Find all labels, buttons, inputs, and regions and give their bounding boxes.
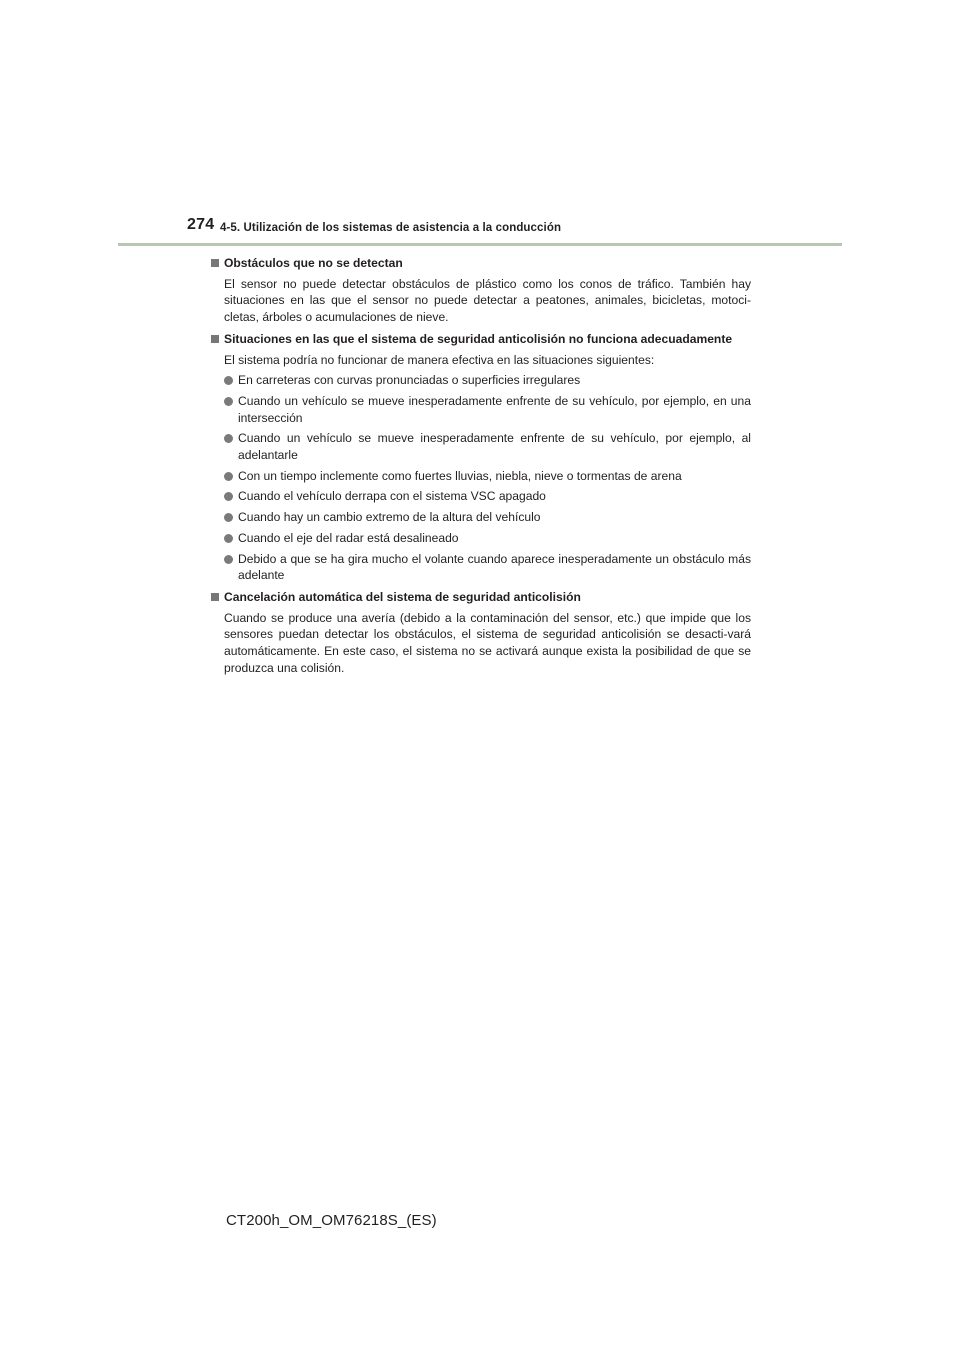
circle-bullet-icon [224,513,233,522]
section-paragraph: Cuando se produce una avería (debido a la contaminación del sensor, etc.) que impide que los sensores puedan detectar los obstáculos, el sistema de seguridad anticolisión se desacti-vará automáticamente. En este caso, el sistema no se activará aunque exista la posibilidad de que se produzca una colisión. [224,610,751,675]
section-title: 4-5. Utilización de los sistemas de asistencia a la conducción [220,222,562,234]
section-heading-text: Situaciones en las que el sistema de seguridad anticolisión no funciona adecuadamente [224,331,733,346]
list-item [211,468,751,485]
section-heading [211,589,751,606]
circle-bullet-icon [224,555,233,564]
list-item-text: Cuando un vehículo se mueve inesperadamente enfrente de su vehículo, por ejemplo, al adelantarle [238,431,751,463]
page-number: 274 [187,216,215,233]
section-heading-text: Obstáculos que no se detectan [224,256,403,270]
section-paragraph: El sistema podría no funcionar de manera efectiva en las situaciones siguientes: [224,352,655,367]
list-item [211,530,751,547]
list-item [211,393,751,426]
section-heading [211,255,751,272]
circle-bullet-icon [224,376,233,385]
square-bullet-icon [211,335,219,343]
list-item [211,430,751,463]
list-item-text: Cuando el eje del radar está desalineado [238,530,459,545]
section-paragraph: El sensor no puede detectar obstáculos de plástico como los conos de tráfico. También hay situaciones en las que el sensor no puede detectar a peatones, animales, bicicletas, motoci-cletas, árboles o acumulaciones de nieve. [224,276,751,325]
square-bullet-icon [211,593,219,601]
list-item-text: Con un tiempo inclemente como fuertes lluvias, niebla, nieve o tormentas de arena [238,468,682,483]
list-item-text: Cuando el vehículo derrapa con el sistema VSC apagado [238,489,546,504]
section-heading [211,331,751,348]
document-code: CT200h_OM_OM76218S_(ES) [226,1212,437,1229]
list-item [211,372,751,389]
list-item-text: En carreteras con curvas pronunciadas o superficies irregulares [238,373,581,388]
circle-bullet-icon [224,434,233,443]
circle-bullet-icon [224,397,233,406]
square-bullet-icon [211,259,219,267]
list-item-text: Cuando un vehículo se mueve inesperadamente enfrente de su vehículo, por ejemplo, en una intersección [238,393,751,425]
section-heading-text: Cancelación automática del sistema de seguridad anticolisión [224,589,581,604]
circle-bullet-icon [224,492,233,501]
list-item-text: Cuando hay un cambio extremo de la altura del vehículo [238,510,541,525]
list-item [211,509,751,526]
list-item [211,551,751,584]
main-content [211,255,751,676]
circle-bullet-icon [224,472,233,481]
circle-bullet-icon [224,534,233,543]
list-item-text: Debido a que se ha gira mucho el volante cuando aparece inesperadamente un obstáculo más adelante [238,551,751,583]
list-item [211,488,751,505]
header-divider [118,243,842,246]
page-header [118,216,842,246]
